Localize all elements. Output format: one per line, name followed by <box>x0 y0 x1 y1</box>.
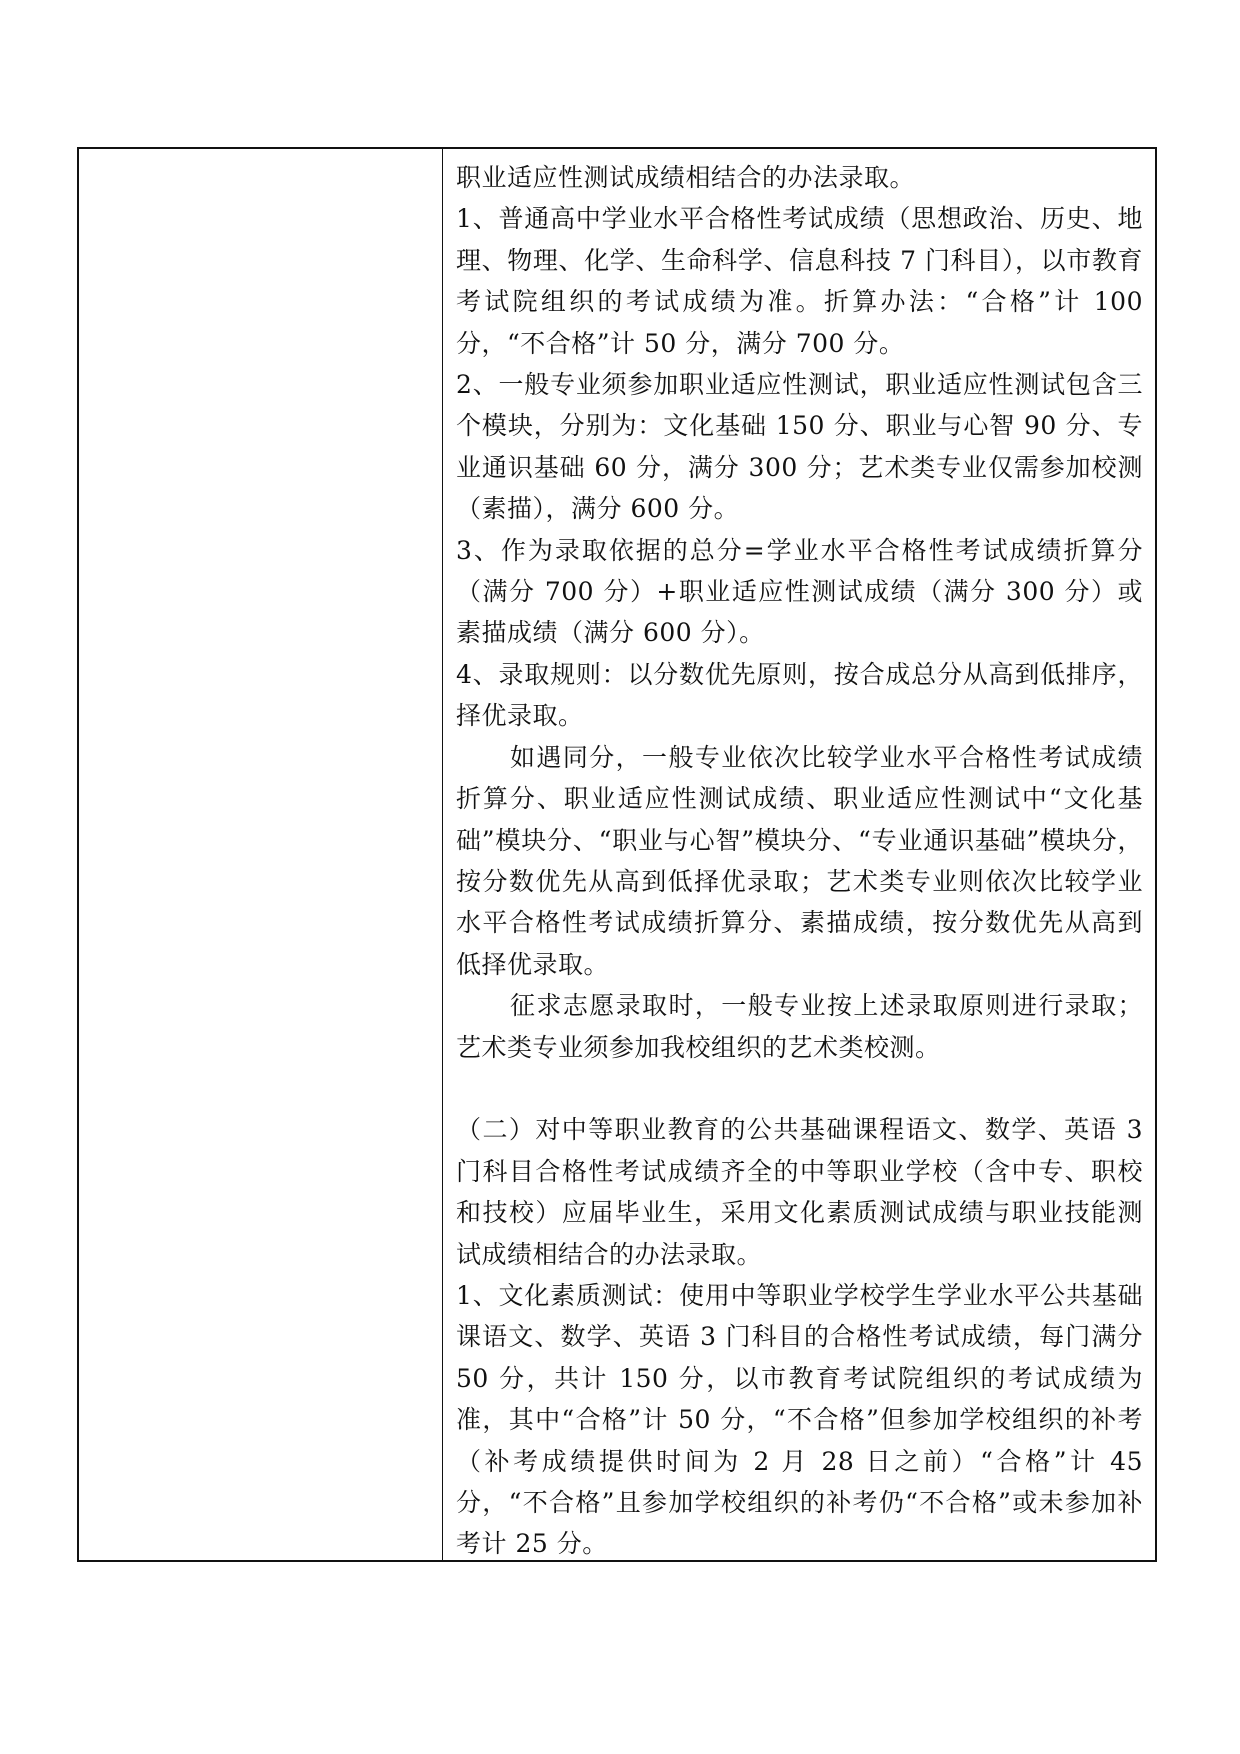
admission-table <box>77 147 1157 1562</box>
paragraph-rule-4: 4、录取规则：以分数优先原则，按合成总分从高到低排序，择优录取。 <box>456 659 1143 731</box>
paragraph-rule-2: 2、一般专业须参加职业适应性测试，职业适应性测试包含三个模块，分别为：文化基础 150 分、职业与心智 90 分、专业通识基础 60 分，满分 300 分；艺术类专业仅需参加校测（素描），满分 600 分。 <box>456 370 1143 524</box>
table-right-cell <box>443 149 1155 1560</box>
paragraph-continuation: 职业适应性测试成绩相结合的办法录取。 <box>456 163 916 192</box>
paragraph-tie-break: 如遇同分，一般专业依次比较学业水平合格性考试成绩折算分、职业适应性测试成绩、职业适应性测试中“文化基础”模块分、“职业与心智”模块分、“专业通识基础”模块分，按分数优先从高到低择优录取；艺术类专业则依次比较学业水平合格性考试成绩折算分、素描成绩，按分数优先从高到低择优录取。 <box>456 742 1143 979</box>
table-left-cell <box>79 149 443 1560</box>
paragraph-rule-3: 3、作为录取依据的总分=学业水平合格性考试成绩折算分（满分 700 分）+职业适应性测试成绩（满分 300 分）或素描成绩（满分 600 分）。 <box>456 535 1143 648</box>
paragraph-rule-1: 1、普通高中学业水平合格性考试成绩（思想政治、历史、地理、物理、化学、生命科学、信息科技 7 门科目），以市教育考试院组织的考试成绩为准。折算办法：“合格”计 100 分，“不合格”计 50 分，满分 700 分。 <box>456 204 1143 358</box>
paragraph-section-2: （二）对中等职业教育的公共基础课程语文、数学、英语 3 门科目合格性考试成绩齐全的中等职业学校（含中专、职校和技校）应届毕业生，采用文化素质测试成绩与职业技能测试成绩相结合的办法录取。 <box>456 1115 1143 1269</box>
paragraph-culture-test: 1、文化素质测试：使用中等职业学校学生学业水平公共基础课语文、数学、英语 3 门科目的合格性考试成绩，每门满分 50 分，共计 150 分，以市教育考试院组织的考试成绩为准，其中“合格”计 50 分，“不合格”但参加学校组织的补考（补考成绩提供时间为 2 月 28 日之前）“合格”计 45 分，“不合格”且参加学校组织的补考仍“不合格”或未参加补考计 25 分。 <box>456 1280 1143 1559</box>
blank-line <box>456 1068 1143 1109</box>
paragraph-supplementary: 征求志愿录取时，一般专业按上述录取原则进行录取；艺术类专业须参加我校组织的艺术类校测。 <box>456 991 1143 1062</box>
